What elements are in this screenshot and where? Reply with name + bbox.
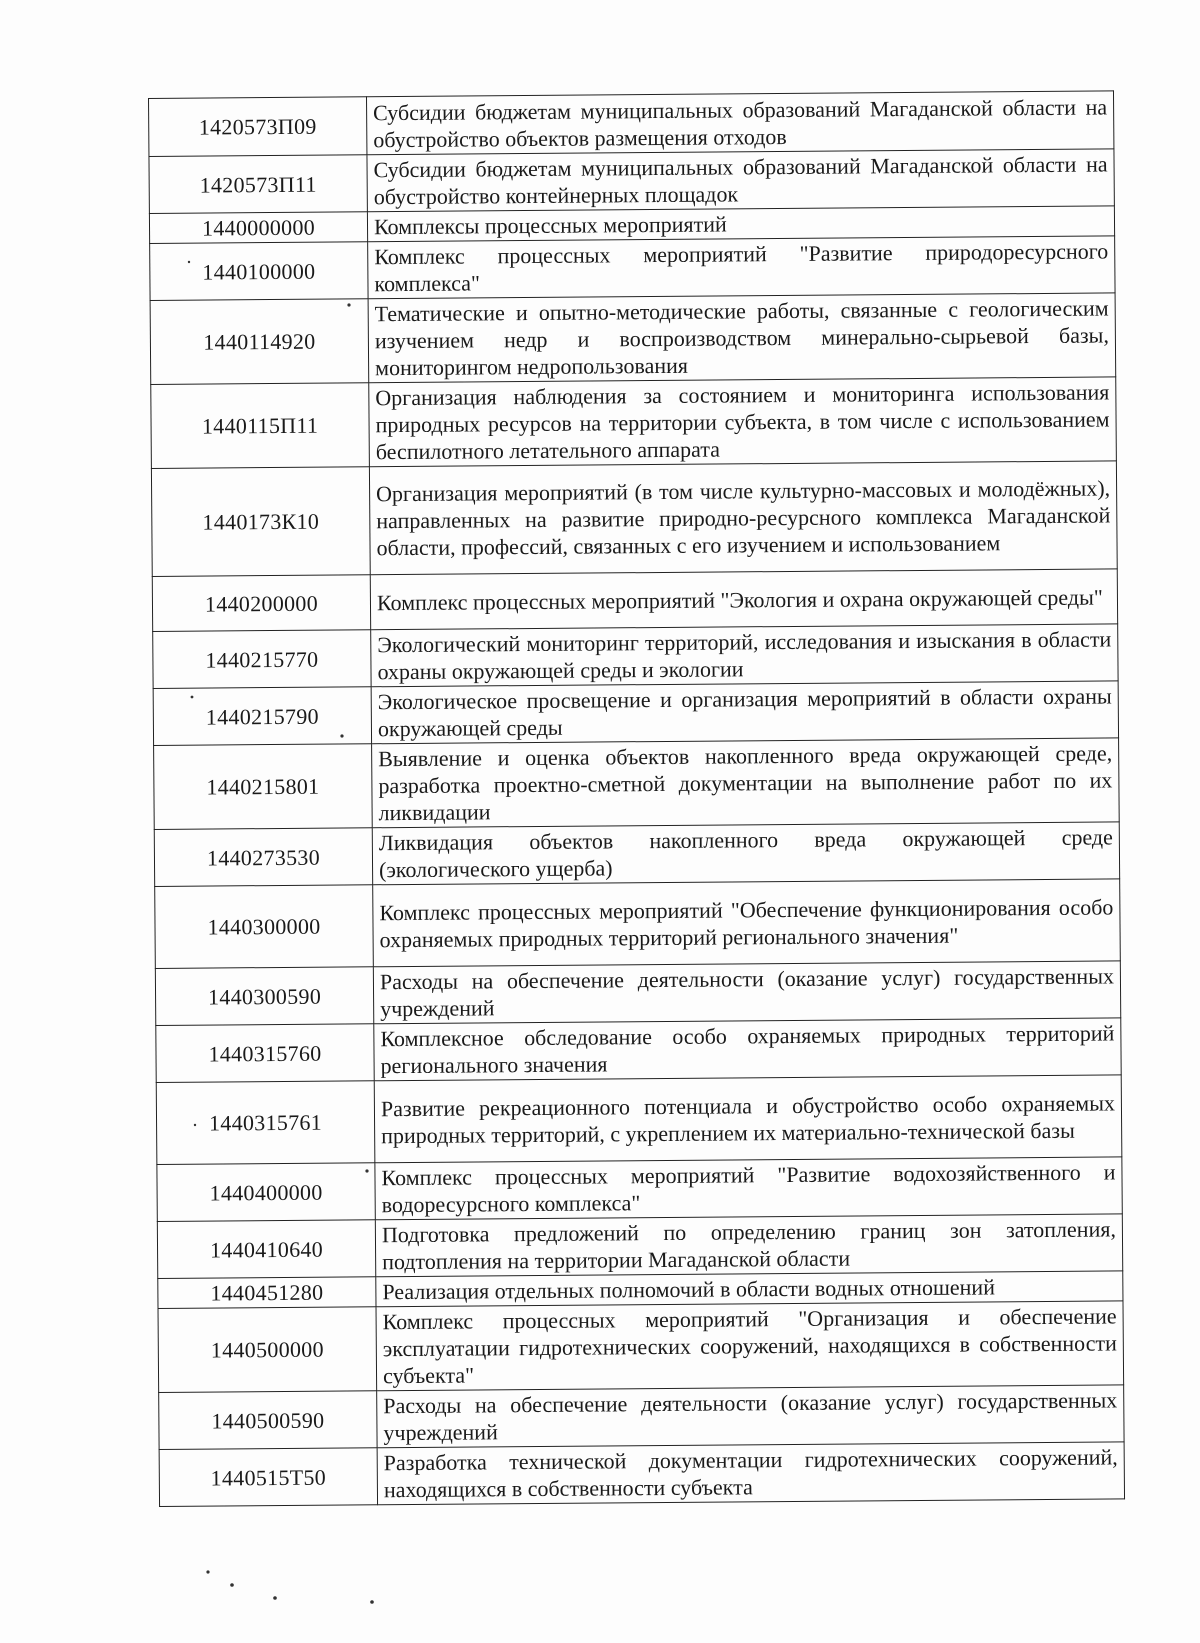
row-description: Тематические и опытно-методические работы, связанные с геологическим изучением недр и воспроизводством минерально-сырьевой базы, мониторингом недропользования [368, 293, 1116, 383]
table-row [150, 293, 1116, 385]
table-row [157, 1214, 1122, 1279]
table-row [151, 377, 1117, 469]
row-description: Комплексное обследование особо охраняемых природных территорий регионального значения [374, 1018, 1121, 1081]
row-code: 1440114920 [150, 299, 369, 385]
row-code: 1440410640 [157, 1220, 375, 1279]
row-description: Комплекс процессных мероприятий "Развитие водохозяйственного и водоресурсного комплекса" [375, 1157, 1122, 1220]
row-code: 1440215770 [153, 630, 371, 689]
scan-speck [230, 1583, 234, 1587]
row-code: 1440115П11 [151, 383, 370, 469]
row-description: Экологическое просвещение и организация мероприятий в области охраны окружающей среды [371, 681, 1118, 744]
row-code: 1420573П11 [149, 155, 367, 214]
row-code: 1440300000 [155, 885, 374, 969]
row-description: Организация мероприятий (в том числе культурно-массовых и молодёжных), направленных на развитие природно-ресурсного комплекса Магаданской области, профессий, связанных с его изучением и использованием [369, 461, 1117, 575]
table-body [149, 91, 1125, 1507]
row-code: 1440315760 [156, 1024, 374, 1083]
row-description: Расходы на обеспечение деятельности (оказание услуг) государственных учреждений [377, 1385, 1124, 1448]
scan-speck [370, 1600, 374, 1604]
table-row [152, 569, 1117, 632]
row-description: Реализация отдельных полномочий в области водных отношений [376, 1271, 1123, 1307]
row-description: Расходы на обеспечение деятельности (оказание услуг) государственных учреждений [373, 961, 1120, 1024]
row-code: 1440215801 [154, 744, 373, 830]
row-code: 1440200000 [152, 575, 370, 632]
row-description: Подготовка предложений по определению границ зон затопления, подтопления на территории Магаданской области [375, 1214, 1122, 1277]
row-description: Комплексы процессных мероприятий [367, 206, 1114, 242]
row-code: 1440500590 [159, 1391, 377, 1450]
table-row [150, 236, 1115, 301]
table-row [153, 624, 1118, 689]
row-description: Комплекс процессных мероприятий "Обеспечение функционирования особо охраняемых природных территорий регионального значения" [373, 879, 1121, 967]
row-description: Экологический мониторинг территорий, исследования и изыскания в области охраны окружающей среды и экологии [371, 624, 1118, 687]
row-code: 1440273530 [154, 828, 372, 887]
table-row [149, 149, 1114, 214]
row-code: 1440173К10 [151, 467, 370, 577]
table-row [157, 1157, 1122, 1222]
table-row [158, 1301, 1124, 1393]
table-row [154, 738, 1120, 830]
row-description: Разработка технической документации гидротехнических сооружений, находящихся в собственности субъекта [377, 1442, 1124, 1505]
row-description: Субсидии бюджетам муниципальных образований Магаданской области на обустройство объектов размещения отходов [366, 91, 1113, 155]
table-row [159, 1385, 1124, 1450]
row-code: 1440300590 [155, 967, 373, 1026]
row-code: 1440451280 [158, 1277, 376, 1309]
table-row [155, 879, 1121, 969]
table-row [156, 1075, 1122, 1165]
table-row [149, 91, 1114, 157]
row-code: 1440315761 [156, 1081, 375, 1165]
row-code: 1440515Т50 [159, 1448, 377, 1507]
budget-code-table [148, 90, 1125, 1507]
table-row [155, 961, 1120, 1026]
row-code: 1440215790 [153, 687, 371, 746]
table-row [154, 822, 1119, 887]
table-row [159, 1442, 1124, 1507]
row-code: 1440400000 [157, 1163, 375, 1222]
row-description: Комплекс процессных мероприятий "Развитие природоресурсного комплекса" [368, 236, 1115, 299]
row-code: 1440500000 [158, 1307, 377, 1393]
row-description: Ликвидация объектов накопленного вреда окружающей среде (экологического ущерба) [372, 822, 1119, 885]
row-code: 1440100000 [150, 242, 368, 301]
table-row [153, 681, 1118, 746]
row-description: Развитие рекреационного потенциала и обустройство особо охраняемых природных территорий, с укреплением их материально-технической базы [374, 1075, 1122, 1163]
row-code: 1420573П09 [149, 97, 367, 157]
row-description: Выявление и оценка объектов накопленного вреда окружающей среде, разработка проектно-сметной документации на выполнение работ по их ликвидации [372, 738, 1120, 828]
row-description: Организация наблюдения за состоянием и мониторинга использования природных ресурсов на территории субъекта, в том числе с использованием беспилотного летательного аппарата [369, 377, 1117, 467]
row-description: Комплекс процессных мероприятий "Экология и охрана окружающей среды" [370, 569, 1117, 630]
table-row [151, 461, 1117, 577]
row-description: Субсидии бюджетам муниципальных образований Магаданской области на обустройство контейнерных площадок [367, 149, 1114, 212]
scan-speck [206, 1570, 209, 1573]
scan-speck [273, 1596, 277, 1600]
row-code: 1440000000 [149, 212, 367, 244]
row-description: Комплекс процессных мероприятий "Организация и обеспечение эксплуатации гидротехнических сооружений, находящихся в собственности субъекта" [376, 1301, 1124, 1391]
table-row [156, 1018, 1121, 1083]
